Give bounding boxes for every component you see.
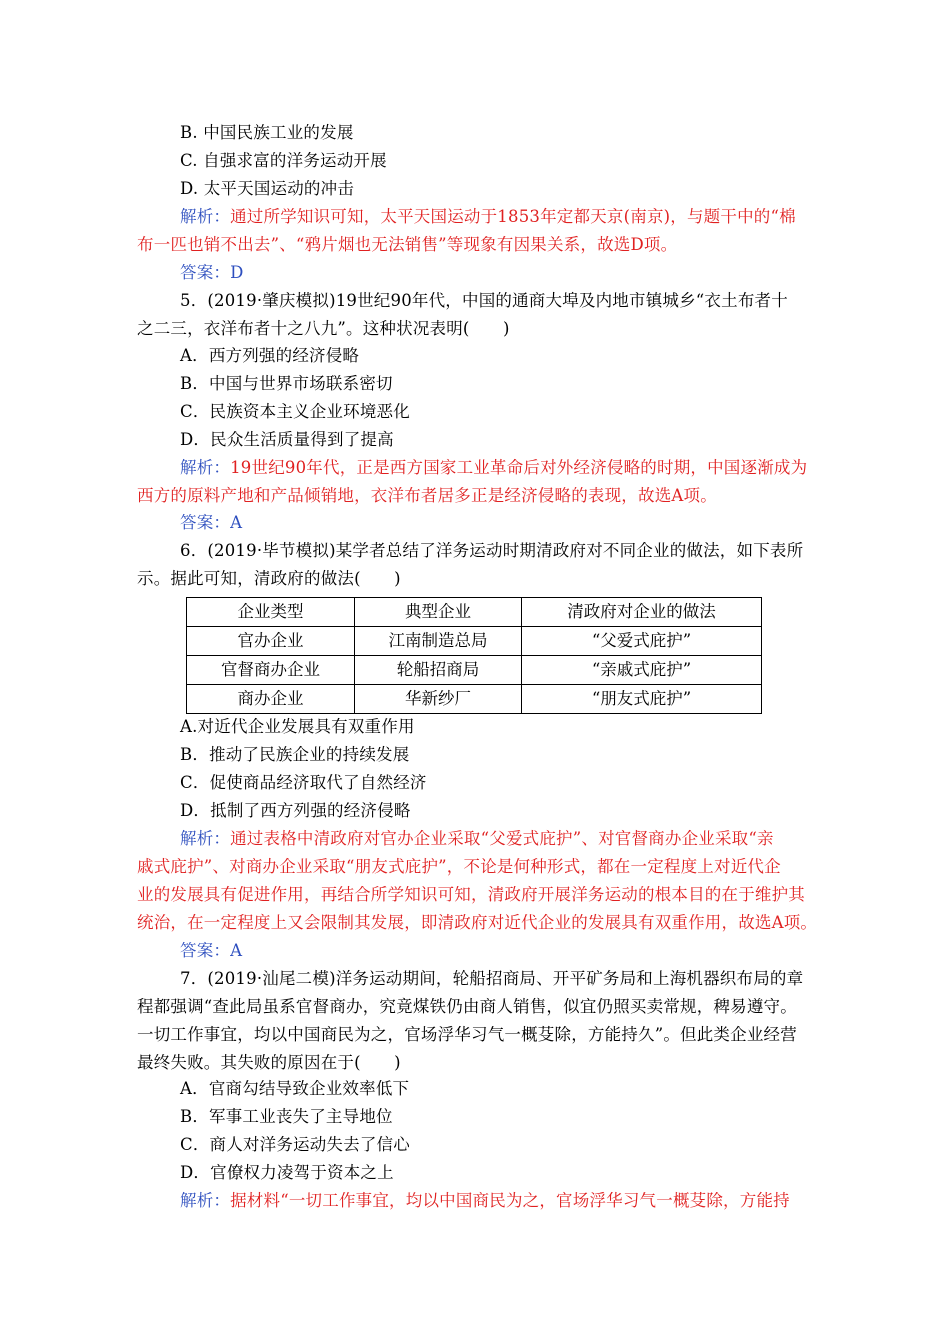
table-header-cell: 典型企业 <box>355 598 522 627</box>
q7-stem-line-2: 程都强调“查此局虽系官督商办，究竟煤铁仍由商人销售，似宜仍照买卖常规，稗易遵守。 <box>137 997 797 1016</box>
q4-analysis-label: 解析： <box>180 207 231 226</box>
q5-stem-line-2: 之二三，衣洋布者十之八九”。这种状况表明( ) <box>137 319 510 338</box>
q5-option-d: D．民众生活质量得到了提高 <box>180 430 394 449</box>
q4-analysis-line-1: 解析：通过所学知识可知，太平天国运动于1853年定都天京(南京)，与题干中的“棉 <box>180 207 796 226</box>
table-cell: 江南制造总局 <box>355 627 522 656</box>
q4-option-b: B. 中国民族工业的发展 <box>180 123 354 142</box>
q4-analysis-line-2: 布一匹也销不出去”、“鸦片烟也无法销售”等现象有因果关系，故选D项。 <box>137 235 678 254</box>
q6-option-c: C．促使商品经济取代了自然经济 <box>180 773 427 792</box>
q6-option-d: D．抵制了西方列强的经济侵略 <box>180 801 411 820</box>
q7-stem-line-1: 7．(2019·汕尾二模)洋务运动期间，轮船招商局、开平矿务局和上海机器织布局的章 <box>180 969 804 988</box>
q5-analysis-line-1: 解析：19世纪90年代，正是西方国家工业革命后对外经济侵略的时期，中国逐渐成为 <box>180 458 808 477</box>
q5-option-c: C．民族资本主义企业环境恶化 <box>180 402 410 421</box>
q4-answer: 答案：D <box>180 263 244 282</box>
q7-option-d: D．官僚权力凌驾于资本之上 <box>180 1163 394 1182</box>
table-cell: 官督商办企业 <box>187 656 355 685</box>
q5-option-b: B．中国与世界市场联系密切 <box>180 374 393 393</box>
q5-option-a: A．西方列强的经济侵略 <box>180 346 360 365</box>
q5-answer: 答案：A <box>180 513 243 532</box>
q7-analysis-label: 解析： <box>180 1191 231 1210</box>
q6-analysis-label: 解析： <box>180 829 231 848</box>
q6-analysis-line-1: 解析：通过表格中清政府对官办企业采取“父爱式庇护”、对官督商办企业采取“亲 <box>180 829 774 848</box>
q5-analysis-label: 解析： <box>180 458 231 477</box>
q7-option-c: C．商人对洋务运动失去了信心 <box>180 1135 410 1154</box>
q7-option-a: A．官商勾结导致企业效率低下 <box>180 1079 410 1098</box>
q6-table <box>186 597 762 714</box>
table-cell: “朋友式庇护” <box>522 685 762 714</box>
table-cell: 商办企业 <box>187 685 355 714</box>
q6-analysis-line-4: 统治，在一定程度上又会限制其发展，即清政府对近代企业的发展具有双重作用，故选A项。 <box>137 913 818 932</box>
q7-stem-line-4: 最终失败。其失败的原因在于( ) <box>137 1053 401 1072</box>
q4-option-c: C. 自强求富的洋务运动开展 <box>180 151 387 170</box>
q5-stem-line-1: 5．(2019·肇庆模拟)19世纪90年代，中国的通商大埠及内地市镇城乡“衣土布者十 <box>180 291 788 310</box>
q7-option-b: B．军事工业丧失了主导地位 <box>180 1107 393 1126</box>
q6-analysis-line-3: 业的发展具有促进作用，再结合所学知识可知，清政府开展洋务运动的根本目的在于维护其 <box>137 885 805 904</box>
table-cell: “亲戚式庇护” <box>522 656 762 685</box>
q6-stem-line-1: 6．(2019·毕节模拟)某学者总结了洋务运动时期清政府对不同企业的做法，如下表所 <box>180 541 804 560</box>
table-cell: 官办企业 <box>187 627 355 656</box>
table-row <box>187 685 762 714</box>
table-cell: 华新纱厂 <box>355 685 522 714</box>
q7-analysis-line-1: 解析：据材料“一切工作事宜，均以中国商民为之，官场浮华习气一概芟除，方能持 <box>180 1191 790 1210</box>
q4-option-d: D. 太平天国运动的冲击 <box>180 179 355 198</box>
table-row <box>187 627 762 656</box>
q6-analysis-line-2: 戚式庇护”、对商办企业采取“朋友式庇护”，不论是何种形式，都在一定程度上对近代企 <box>137 857 781 876</box>
table-cell: “父爱式庇护” <box>522 627 762 656</box>
q5-analysis-line-2: 西方的原料产地和产品倾销地，衣洋布者居多正是经济侵略的表现，故选A项。 <box>137 486 717 505</box>
table-cell: 轮船招商局 <box>355 656 522 685</box>
table-header-row <box>187 598 762 627</box>
q6-option-b: B．推动了民族企业的持续发展 <box>180 745 410 764</box>
q6-option-a: A.对近代企业发展具有双重作用 <box>180 717 415 736</box>
table-header-cell: 清政府对企业的做法 <box>522 598 762 627</box>
q6-answer: 答案：A <box>180 941 243 960</box>
q6-stem-line-2: 示。据此可知，清政府的做法( ) <box>137 569 401 588</box>
q7-stem-line-3: 一切工作事宜，均以中国商民为之，官场浮华习气一概芟除，方能持久”。但此类企业经营 <box>137 1025 797 1044</box>
table-header-cell: 企业类型 <box>187 598 355 627</box>
table-row <box>187 656 762 685</box>
